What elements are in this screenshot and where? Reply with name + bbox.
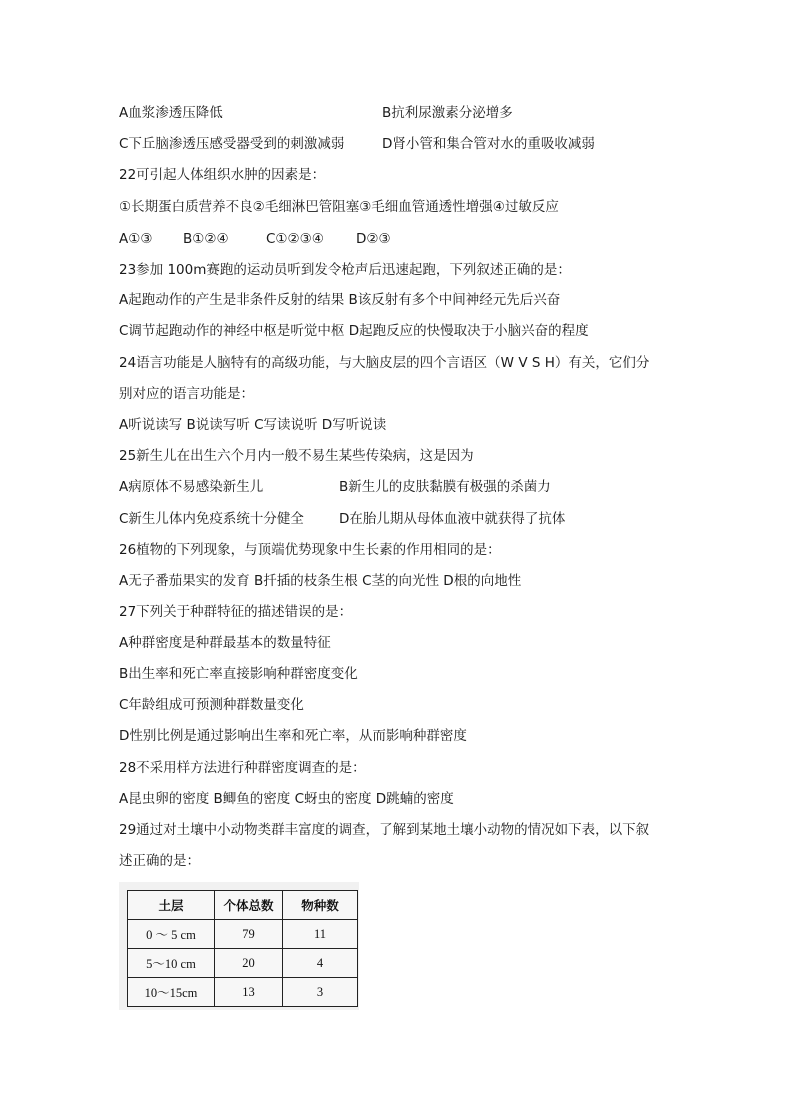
q27-stem: 27下列关于种群特征的描述错误的是：: [119, 604, 353, 620]
q28-stem: 28不采用样方法进行种群密度调查的是：: [119, 760, 366, 776]
q28-options: A昆虫卵的密度 B鲫鱼的密度 C蚜虫的密度 D跳蝻的密度: [119, 791, 454, 807]
soil-animal-table-image: [119, 882, 359, 1010]
q22-option-c: C①②③④: [266, 231, 324, 247]
cell-total: 20: [215, 949, 283, 978]
q22-option-d: D②③: [356, 231, 391, 247]
q22-items: ①长期蛋白质营养不良②毛细淋巴管阻塞③毛细血管通透性增强④过敏反应: [119, 199, 559, 215]
cell-layer: 0 ～ 5 cm: [128, 920, 215, 949]
q21-option-c: C下丘脑渗透压感受器受到的刺激减弱: [119, 136, 345, 152]
cell-species: 11: [283, 920, 358, 949]
q24-stem-line1: 24语言功能是人脑特有的高级功能，与大脑皮层的四个言语区（W V S H）有关，它们分: [119, 355, 650, 371]
q24-options: A听说读写 B说读写听 C写读说听 D写听说读: [119, 417, 387, 433]
q24-stem-line2: 别对应的语言功能是：: [119, 386, 254, 402]
q25-option-a: A病原体不易感染新生儿: [119, 479, 264, 495]
q23-options-line1: A起跑动作的产生是非条件反射的结果 B该反射有多个中间神经元先后兴奋: [119, 292, 561, 308]
q21-option-b: B抗利尿激素分泌增多: [382, 105, 513, 121]
q27-option-d: D性别比例是通过影响出生率和死亡率，从而影响种群密度: [119, 728, 467, 744]
header-total-individuals: 个体总数: [215, 891, 283, 920]
table-row: [128, 949, 358, 978]
q22-stem: 22可引起人体组织水肿的因素是：: [119, 167, 326, 183]
q21-option-d: D肾小管和集合管对水的重吸收减弱: [382, 136, 595, 152]
q27-option-b: B出生率和死亡率直接影响种群密度变化: [119, 666, 358, 682]
q29-stem-line1: 29通过对土壤中小动物类群丰富度的调查，了解到某地土壤小动物的情况如下表，以下叙: [119, 822, 650, 838]
cell-layer: 10～15cm: [128, 978, 215, 1007]
header-species-count: 物种数: [283, 891, 358, 920]
cell-total: 79: [215, 920, 283, 949]
table-header-row: [128, 891, 358, 920]
q25-option-c: C新生儿体内免疫系统十分健全: [119, 511, 304, 527]
q21-option-a: A血浆渗透压降低: [119, 105, 223, 121]
table-row: [128, 978, 358, 1007]
cell-species: 3: [283, 978, 358, 1007]
q25-option-d: D在胎儿期从母体血液中就获得了抗体: [339, 511, 566, 527]
header-soil-layer: 土层: [128, 891, 215, 920]
q26-stem: 26植物的下列现象，与顶端优势现象中生长素的作用相同的是：: [119, 542, 501, 558]
cell-species: 4: [283, 949, 358, 978]
q27-option-a: A种群密度是种群最基本的数量特征: [119, 635, 331, 651]
q25-option-b: B新生儿的皮肤黏膜有极强的杀菌力: [339, 479, 551, 495]
q22-option-b: B①②④: [183, 231, 229, 247]
q27-option-c: C年龄组成可预测种群数量变化: [119, 697, 304, 713]
q23-stem: 23参加 100m赛跑的运动员听到发令枪声后迅速起跑，下列叙述正确的是：: [119, 262, 571, 278]
table-row: [128, 920, 358, 949]
q29-stem-line2: 述正确的是：: [119, 853, 200, 869]
q23-options-line2: C调节起跑动作的神经中枢是听觉中枢 D起跑反应的快慢取决于小脑兴奋的程度: [119, 323, 589, 339]
soil-animal-table: [127, 890, 358, 1007]
cell-total: 13: [215, 978, 283, 1007]
q22-option-a: A①③: [119, 231, 153, 247]
q26-options: A无子番茄果实的发育 B扦插的枝条生根 C茎的向光性 D根的向地性: [119, 573, 522, 589]
cell-layer: 5～10 cm: [128, 949, 215, 978]
q25-stem: 25新生儿在出生六个月内一般不易生某些传染病，这是因为: [119, 448, 474, 464]
